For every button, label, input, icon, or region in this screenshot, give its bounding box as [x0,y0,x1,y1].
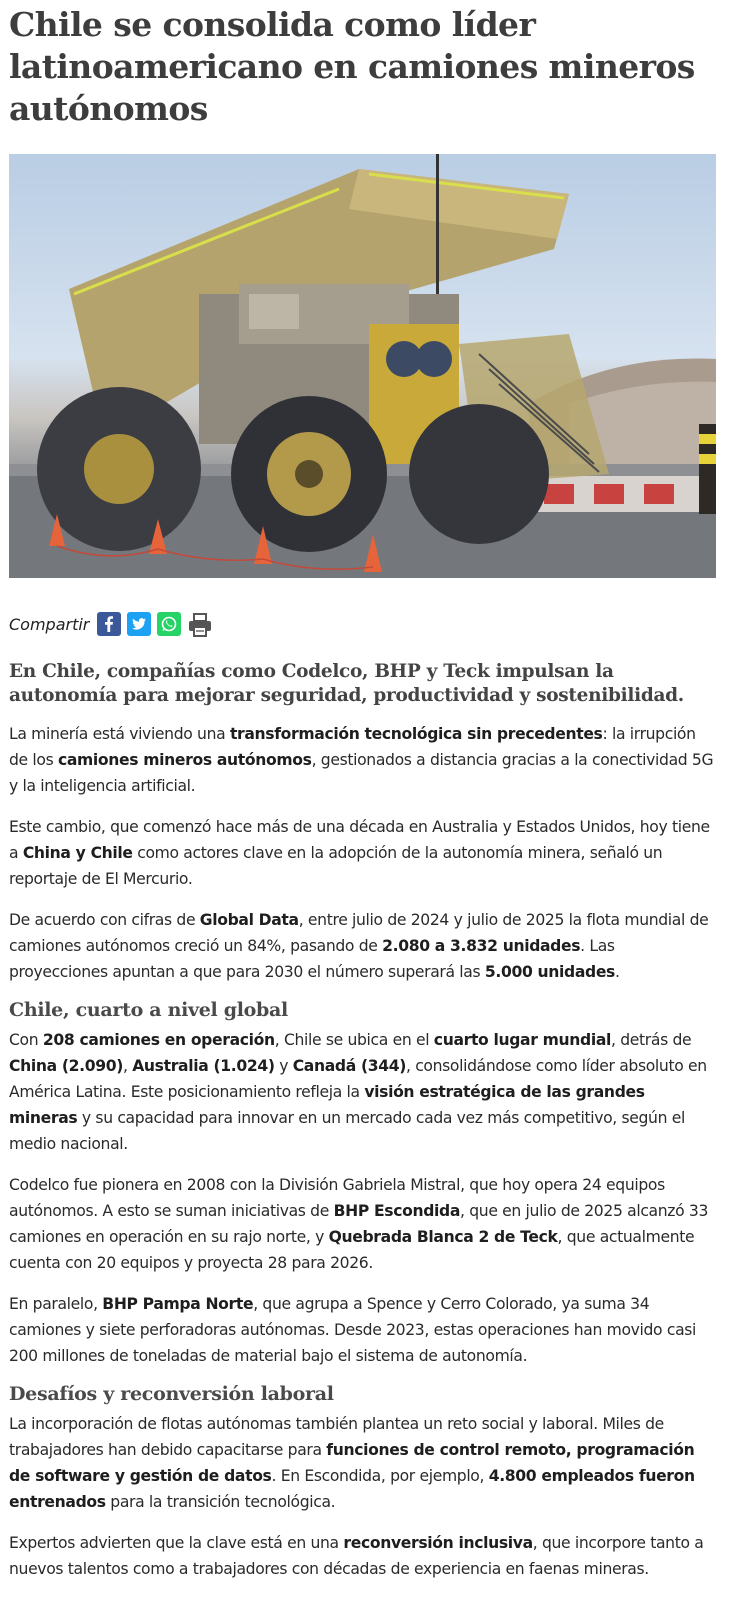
text-run: , Chile se ubica en el [274,1031,434,1049]
bold-text: reconversión inclusiva [343,1534,533,1552]
text-run: , [122,1057,133,1075]
text-run: Este cambio, que comenzó hace más de una década en Australia y Estados Unidos, hoy tiene a [9,818,710,862]
text-run: En paralelo, [9,1295,103,1313]
text-run: , consolidándose como líder absoluto en América Latina. Este posicionamiento refleja la [9,1057,707,1101]
text-run: para la transición tecnológica. [105,1493,336,1511]
text-run: De acuerdo con cifras de [9,911,200,929]
twitter-icon[interactable] [127,612,151,636]
article-lead: En Chile, compañías como Codelco, BHP y Teck impulsan la autonomía para mejorar seguridad, productividad y sostenibilidad. [9,661,684,706]
text-run: Codelco fue pionera en 2008 con la División Gabriela Mistral, que hoy opera 24 equipos autónomos. A esto se suman iniciativas de [9,1176,665,1220]
bold-text: Global Data [199,911,299,929]
text-run: , que actualmente cuenta con 20 equipos y proyecta 28 para 2026. [9,1228,695,1272]
paragraph-7 [9,1411,716,1515]
mining-truck-illustration [9,154,716,578]
bold-text: BHP Pampa Norte [102,1295,254,1313]
bold-text: Canadá (344) [292,1057,406,1075]
text-run: , detrás de [611,1031,692,1049]
text-run: , que en julio de 2025 alcanzó 33 camiones en operación en su rajo norte, y [9,1202,709,1246]
paragraph-6 [9,1291,716,1369]
text-run: La incorporación de flotas autónomas también plantea un reto social y laboral. Miles de trabajadores han debido capacitarse para [9,1415,664,1459]
bold-text: BHP Escondida [333,1202,461,1220]
text-run: y [274,1057,293,1075]
paragraph-1 [9,721,716,799]
text-run: La minería está viviendo una [9,725,230,743]
bold-text: China (2.090) [9,1057,123,1075]
share-label: Compartir [9,614,90,634]
text-run: , que agrupa a Spence y Cerro Colorado, ya suma 34 camiones y siete perforadoras autónomas. Desde 2023, estas operaciones han movido casi 200 millones de toneladas de material bajo el sistema de autonomía. [9,1295,697,1365]
text-run: : la irrupción de los [9,725,696,769]
subheading-desafios: Desafíos y reconversión laboral [9,1383,334,1405]
bold-text: 208 camiones en operación [42,1031,275,1049]
bold-text: China y Chile [22,844,133,862]
text-run: . Las proyecciones apuntan a que para 2030 el número superará las [9,937,615,981]
subheading-global: Chile, cuarto a nivel global [9,999,288,1021]
text-run: , entre julio de 2024 y julio de 2025 la flota mundial de camiones autónomos creció un 84%, pasando de [9,911,709,955]
whatsapp-icon[interactable] [157,612,181,636]
paragraph-4 [9,1027,716,1157]
bold-text: Quebrada Blanca 2 de Teck [328,1228,558,1246]
text-run: Expertos advierten que la clave está en una [9,1534,344,1552]
article [9,0,716,1597]
bold-text: camiones mineros autónomos [57,751,312,769]
paragraph-3 [9,907,716,985]
bold-text: visión estratégica de las grandes mineras [9,1083,645,1127]
paragraph-5 [9,1172,716,1276]
text-run: , que incorpore tanto a nuevos talentos como a trabajadores con décadas de experiencia en faenas mineras. [9,1534,704,1578]
hero-image [9,154,716,578]
bold-text: 2.080 a 3.832 unidades [382,937,581,955]
text-run: . En Escondida, por ejemplo, [271,1467,489,1485]
bold-text: transformación tecnológica sin precedentes [229,725,603,743]
paragraph-8 [9,1530,716,1582]
bold-text: 4.800 empleados fueron entrenados [9,1467,695,1511]
text-run: como actores clave en la adopción de la autonomía minera, señaló un reportaje de El Mercurio. [9,844,663,888]
facebook-icon[interactable] [97,612,121,636]
bold-text: cuarto lugar mundial [433,1031,612,1049]
bold-text: Australia (1.024) [132,1057,275,1075]
paragraph-2 [9,814,716,892]
print-icon[interactable] [187,612,211,636]
article-title: Chile se consolida como líder latinoamericano en camiones mineros autónomos [9,5,695,128]
text-run: . [614,963,620,981]
text-run: , gestionados a distancia gracias a la conectividad 5G y la inteligencia artificial. [9,751,714,795]
text-run: y su capacidad para innovar en un mercado cada vez más competitivo, según el medio nacional. [9,1109,685,1153]
text-run: Con [9,1031,43,1049]
share-bar [9,610,716,638]
bold-text: 5.000 unidades [484,963,615,981]
bold-text: funciones de control remoto, programación de software y gestión de datos [9,1441,695,1485]
